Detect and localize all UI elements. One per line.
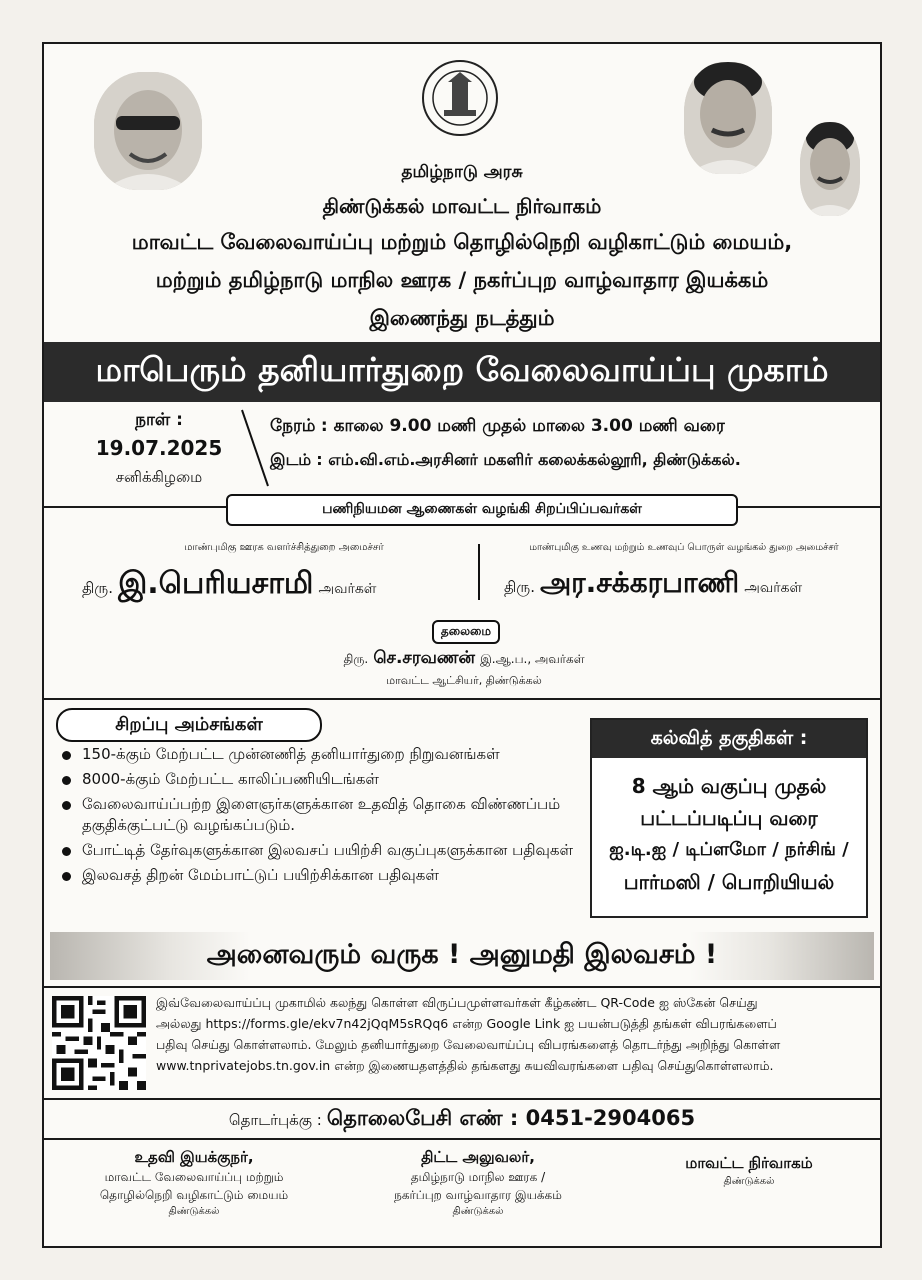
govt-title: தமிழ்நாடு அரசு <box>401 162 523 182</box>
education-line: ஐ.டி.ஐ / டிப்ளமோ / நர்சிங் / <box>609 839 849 860</box>
education-line: 8 ஆம் வகுப்பு முதல் <box>631 774 827 798</box>
time-label: நேரம் <box>270 416 316 436</box>
contact-phone[interactable]: தொலைபேசி எண் : 0451-2904065 <box>326 1106 696 1130</box>
qr-code-icon[interactable] <box>52 996 146 1090</box>
person-photo-icon <box>684 62 772 174</box>
guest1-prefix: திரு. <box>82 579 113 597</box>
chair-role: மாவட்ட ஆட்சியர், திண்டுக்கல் <box>386 674 542 687</box>
footer-line: மாவட்ட வேலைவாய்ப்பு மற்றும் <box>104 1170 284 1184</box>
registration-line[interactable]: அல்லது https://forms.gle/ekv7n42jQqM5sRQq6 என்ற Google Link ஐ பயன்படுத்தி தங்கள் விபரங்களைப் <box>156 1016 777 1031</box>
chair-name-row <box>224 648 704 670</box>
guest2-role: மாண்புமிகு உணவு மற்றும் உணவுப் பொருள் வழங்கல் துறை அமைச்சர் <box>529 542 839 553</box>
footer-line: நகர்ப்புற வாழ்வாதார இயக்கம் <box>394 1188 562 1202</box>
chair-prefix: திரு. <box>343 652 369 666</box>
event-venue: : எம்.வி.எம்.அரசினர் மகளிர் கலைக்கல்லூரி, திண்டுக்கல். <box>316 450 741 469</box>
flyer <box>42 42 882 1248</box>
registration-line[interactable]: www.tnprivatejobs.tn.gov.in என்ற இணையதளத்தில் தங்களது சுயவிவரங்களை பதிவு செய்துகொள்ளலாம். <box>156 1058 774 1073</box>
welcome-banner: அனைவரும் வருக ! அனுமதி இலவசம் ! <box>50 932 874 980</box>
guest1-name: இ.பெரியசாமி <box>118 566 314 601</box>
footer-col-district <box>634 1152 864 1190</box>
date-label: நாள் : <box>135 410 183 430</box>
guest2-suffix: அவர்கள் <box>744 580 803 596</box>
date-divider <box>240 408 270 488</box>
footer-title: திட்ட அலுவலர், <box>421 1148 535 1166</box>
venue-label: இடம் <box>270 450 312 469</box>
footer-col-employment <box>54 1146 334 1220</box>
guest1-suffix: அவர்கள் <box>318 581 377 597</box>
feature-item: 8000-க்கும் மேற்பட்ட காலிப்பணியிடங்கள் <box>56 769 586 790</box>
divider <box>44 1138 880 1140</box>
footer-col-livelihood <box>348 1146 608 1220</box>
organizer-line-2: மற்றும் தமிழ்நாடு மாநில ஊரக / நகர்ப்புற வாழ்வாதார இயக்கம் <box>155 268 769 292</box>
guest2-name-row <box>504 566 876 603</box>
chair-label: தலைமை <box>432 620 500 644</box>
registration-line: பதிவு செய்து கொள்ளலாம். மேலும் தனியார்துறை வேலைவாய்ப்பு விபரங்களைத் தொடர்ந்து அறிந்து கொள்ள <box>156 1037 781 1052</box>
divider <box>44 698 880 700</box>
guests-heading: பணிநியமன ஆணைகள் வழங்கி சிறப்பிப்பவர்கள் <box>226 494 738 526</box>
event-day: சனிக்கிழமை <box>115 468 203 486</box>
registration-line: இவ்வேலைவாய்ப்பு முகாமில் கலந்து கொள்ள விருப்பமுள்ளவர்கள் கீழ்கண்ட QR-Code ஐ ஸ்கேன் செய்து <box>156 995 758 1010</box>
feature-item: 150-க்கும் மேற்பட்ட முன்னணித் தனியார்துறை நிறுவனங்கள் <box>56 744 586 765</box>
feature-item: வேலைவாய்ப்பற்ற இளைஞர்களுக்கான உதவித் தொகை விண்ணப்பம் தகுதிக்குட்பட்டு வழங்கப்படும். <box>56 794 586 836</box>
event-venue-row <box>270 450 874 471</box>
event-time: : காலை 9.00 மணி முதல் மாலை 3.00 மணி வரை <box>320 416 725 436</box>
event-date: 19.07.2025 <box>95 436 223 460</box>
event-title-banner: மாபெரும் தனியார்துறை வேலைவாய்ப்பு முகாம் <box>44 342 880 402</box>
guest1-name-row <box>82 566 492 605</box>
guest2-name: அர.சக்கரபாணி <box>540 566 740 599</box>
guest2-prefix: திரு. <box>504 578 535 596</box>
feature-item: இலவசத் திறன் மேம்பாட்டுப் பயிற்சிக்கான பதிவுகள் <box>56 865 586 886</box>
features-heading: சிறப்பு அம்சங்கள் <box>56 708 322 742</box>
tn-govt-emblem-icon <box>420 58 500 138</box>
education-heading: கல்வித் தகுதிகள் : <box>592 720 866 758</box>
chair-name: செ.சரவணன் <box>373 648 475 668</box>
footer-line: தமிழ்நாடு மாநில ஊரக / <box>410 1170 546 1184</box>
guest-divider <box>478 544 480 600</box>
feature-item: போட்டித் தேர்வுகளுக்கான இலவசப் பயிற்சி வகுப்புகளுக்கான பதிவுகள் <box>56 840 586 861</box>
footer-line: தொழில்நெறி வழிகாட்டும் மையம் <box>99 1188 289 1202</box>
education-line: பட்டப்படிப்பு வரை <box>640 806 818 830</box>
portrait-right-1 <box>684 62 772 174</box>
footer-line: திண்டுக்கல் <box>168 1206 220 1217</box>
guest1-role: மாண்புமிகு ஊரக வளர்ச்சித்துறை அமைச்சர் <box>184 542 384 553</box>
divider <box>44 986 880 988</box>
contact-label: தொடர்புக்கு : <box>228 1111 322 1129</box>
education-line: பார்மஸி / பொறியியல் <box>623 870 835 894</box>
divider <box>44 1098 880 1100</box>
district-admin-title: திண்டுக்கல் மாவட்ட நிர்வாகம் <box>322 194 602 218</box>
organizer-line-1: மாவட்ட வேலைவாய்ப்பு மற்றும் தொழில்நெறி வழிகாட்டும் மையம், <box>131 230 793 254</box>
footer-title: மாவட்ட நிர்வாகம் <box>685 1154 813 1172</box>
registration-info <box>156 992 872 1076</box>
footer-line: திண்டுக்கல் <box>452 1206 504 1217</box>
education-box <box>590 718 868 918</box>
contact-row <box>44 1106 880 1133</box>
chair-suffix: இ.ஆ.ப., அவர்கள் <box>480 652 585 666</box>
footer-line: திண்டுக்கல் <box>723 1176 775 1187</box>
features-list <box>56 744 586 890</box>
organizer-line-3: இணைந்து நடத்தும் <box>369 306 555 330</box>
event-time-row <box>270 416 870 438</box>
footer-title: உதவி இயக்குநர், <box>134 1148 254 1166</box>
